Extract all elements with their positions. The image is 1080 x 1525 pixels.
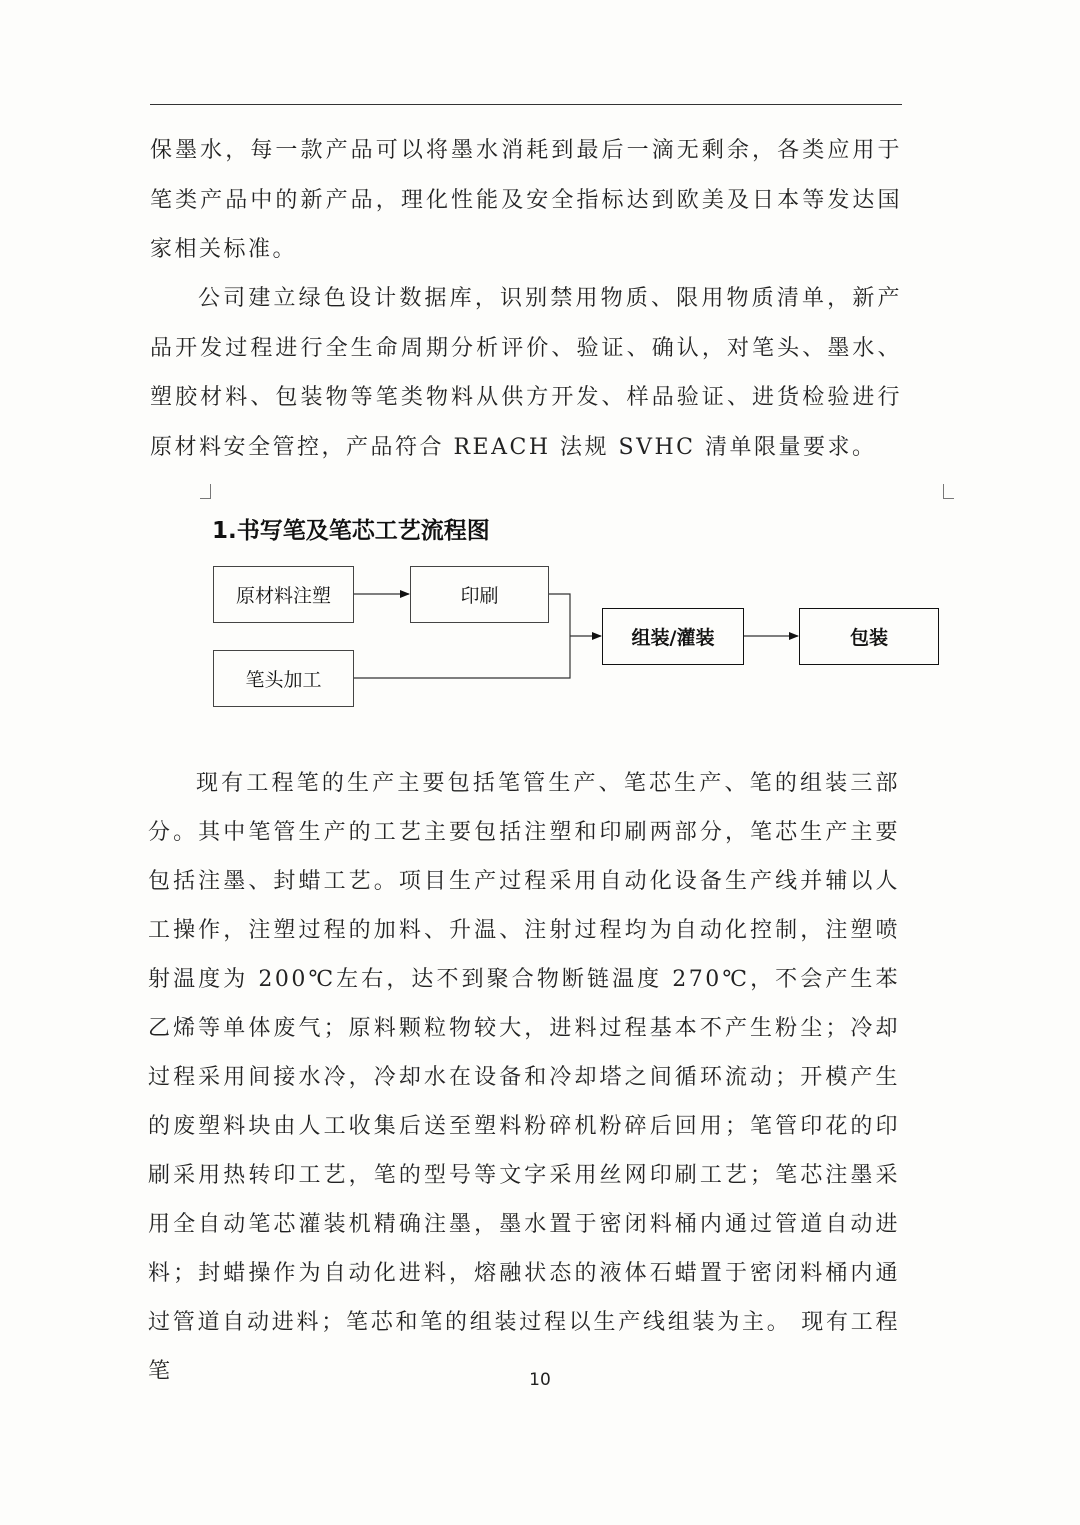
- figure-title: 1.书写笔及笔芯工艺流程图: [212, 518, 490, 544]
- page-number: 10: [529, 1370, 551, 1390]
- step-printing: 印刷: [410, 566, 549, 623]
- step-raw-material-molding: 原材料注塑: [213, 566, 354, 623]
- header-rule: [150, 104, 902, 105]
- paragraph-3: 现有工程笔的生产主要包括笔管生产、笔芯生产、笔的组装三部分。其中笔管生产的工艺主要包括注塑和印刷两部分，笔芯生产主要包括注墨、封蜡工艺。项目生产过程采用自动化设备生产线并辅以人工操作，注塑过程的加料、升温、注射过程均为自动化控制，注塑喷射温度为 200℃左右，达不到聚合物断链温度 270℃，不会产生苯乙烯等单体废气；原料颗粒物较大，进料过程基本不产生粉尘；冷却过程采用间接水冷，冷却水在设备和冷却塔之间循环流动；开模产生的废塑料块由人工收集后送至塑料粉碎机粉碎后回用；笔管印花的印刷采用热转印工艺，笔的型号等文字采用丝网印刷工艺；笔芯注墨采用全自动笔芯灌装机精确注墨，墨水置于密闭料桶内通过管道自动进料；封蜡操作为自动化进料，熔融状态的液体石蜡置于密闭料桶内通过管道自动进料；笔芯和笔的组装过程以生产线组装为主。 现有工程笔: [148, 771, 900, 1384]
- step-pen-tip-processing: 笔头加工: [213, 650, 354, 707]
- step-packaging: 包装: [799, 608, 939, 665]
- corner-mark-left: [200, 484, 211, 499]
- connector-tip-to-junction: [354, 636, 570, 678]
- connector-printing-to-junction: [549, 594, 570, 636]
- step-assembly-filling: 组装/灌装: [602, 608, 744, 665]
- paragraph-1: 保墨水，每一款产品可以将墨水消耗到最后一滴无剩余，各类应用于笔类产品中的新产品，理化性能及安全指标达到欧美及日本等发达国家相关标准。: [150, 138, 902, 262]
- paragraph-2: 公司建立绿色设计数据库，识别禁用物质、限用物质清单，新产品开发过程进行全生命周期分析评价、验证、确认，对笔头、墨水、塑胶材料、包装物等笔类物料从供方开发、样品验证、进货检验进行原材料安全管控，产品符合 REACH 法规 SVHC 清单限量要求。: [150, 286, 902, 460]
- corner-mark-right: [943, 484, 954, 499]
